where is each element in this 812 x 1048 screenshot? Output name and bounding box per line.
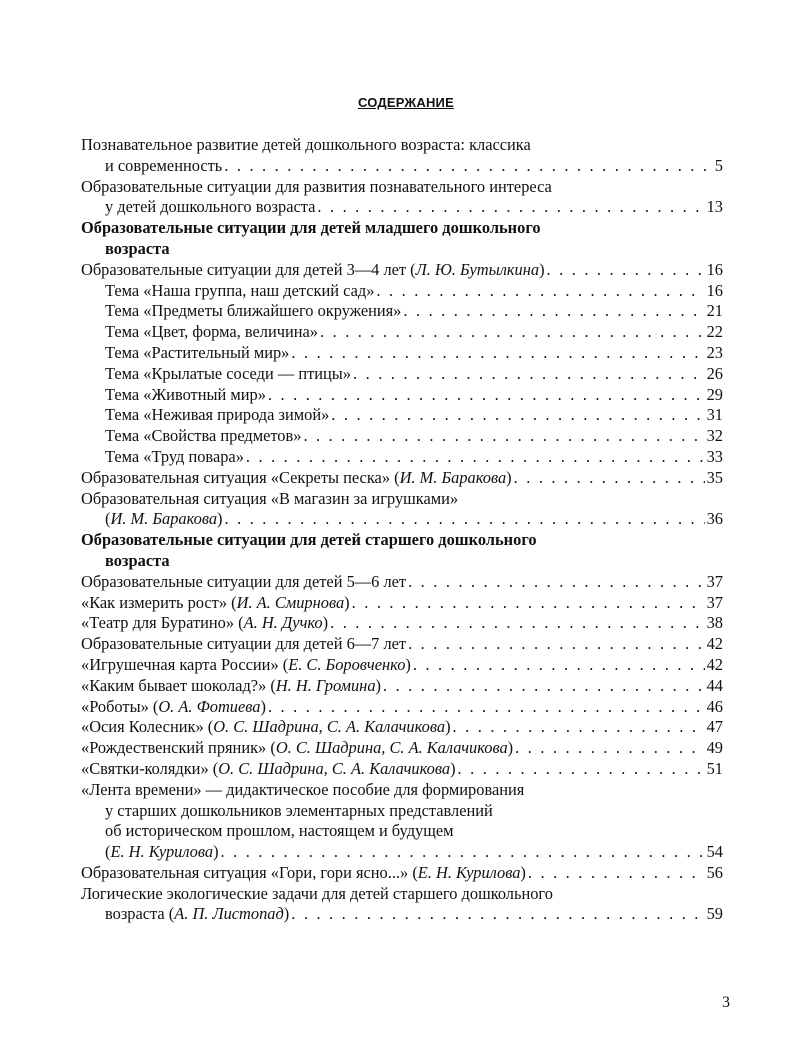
toc-entry-line: Образовательная ситуация «В магазин за игрушками» [81, 488, 459, 508]
toc-page-number: 36 [706, 509, 723, 529]
author-name: Е. С. Боровченко [288, 654, 406, 674]
toc-entry[interactable]: Тема «Растительный мир» . . . 23 [81, 343, 723, 364]
toc-section-heading: Образовательные ситуации для детей младшего дошкольного [81, 218, 541, 238]
author-name: О. А. Фотиева [158, 696, 261, 716]
toc-page-number: 56 [706, 862, 723, 882]
toc-entry[interactable]: «Роботы» ( О. А. Фотиева ) . . . 46 [81, 697, 723, 718]
toc-page-number: 16 [706, 259, 723, 279]
toc-entry-line: «Лента времени» — дидактическое пособие для формирования [81, 779, 525, 799]
toc-entry[interactable]: «Игрушечная карта России» ( Е. С. Боровченко ) . . . 42 [81, 655, 723, 676]
toc-entry[interactable]: «Святки-колядки» ( О. С. Шадрина, С. А. Калачикова ) . . . 51 [81, 759, 723, 780]
toc-entry[interactable]: и современность . . . 5 [81, 156, 723, 177]
toc-entry[interactable]: возраста ( А. П. Листопад ) . . . 59 [81, 904, 723, 925]
toc-entry[interactable]: Образовательные ситуации для детей 5—6 лет . . . 37 [81, 572, 723, 593]
toc-entry[interactable]: Образовательные ситуации для детей 3—4 лет ( Л. Ю. Бутылкина ) . . . 16 [81, 260, 723, 281]
toc-entry-line: у старших дошкольников элементарных представлений [105, 800, 493, 820]
toc-entry[interactable]: «Осия Колесник» ( О. С. Шадрина, С. А. Калачикова ) . . . 47 [81, 717, 723, 738]
toc-page-number: 5 [714, 155, 723, 175]
toc-entry[interactable]: Образовательная ситуация «Секреты песка» ( И. М. Баракова ) . . . 35 [81, 468, 723, 489]
toc-entry[interactable]: «Театр для Буратино» ( А. Н. Дучко ) . . . 38 [81, 613, 723, 634]
toc-section-heading: Образовательные ситуации для детей старшего дошкольного [81, 530, 537, 550]
toc-page-number: 33 [706, 446, 723, 466]
toc-page-number: 22 [706, 322, 723, 342]
toc-page-number: 31 [706, 405, 723, 425]
page-number: 3 [722, 994, 730, 1011]
author-name: О. С. Шадрина, С. А. Калачикова [218, 758, 451, 778]
author-name: Л. Ю. Бутылкина [415, 259, 540, 279]
toc-page-number: 42 [706, 634, 723, 654]
toc-page-number: 59 [706, 904, 723, 924]
toc-page-number: 47 [706, 717, 723, 737]
toc-entry[interactable]: ( И. М. Баракова ) . . . 36 [81, 509, 723, 530]
toc-page-number: 37 [706, 592, 723, 612]
toc-entry[interactable]: Образовательная ситуация «Гори, гори ясно...» ( Е. Н. Курилова ) . . . 56 [81, 863, 723, 884]
table-of-contents [81, 135, 723, 925]
toc-entry[interactable]: Тема «Цвет, форма, величина» . . . 22 [81, 322, 723, 343]
toc-entry-line: Образовательные ситуации для развития познавательного интереса [81, 176, 552, 196]
page-title: СОДЕРЖАНИЕ [358, 95, 454, 110]
toc-page-number: 32 [706, 426, 723, 446]
toc-page-number: 38 [706, 613, 723, 633]
toc-entry[interactable]: Тема «Труд повара» . . . 33 [81, 447, 723, 468]
author-name: А. Н. Дучко [243, 613, 323, 633]
toc-page-number: 44 [706, 675, 723, 695]
toc-page-number: 13 [706, 197, 723, 217]
toc-section-heading: возраста [105, 550, 170, 570]
toc-page-number: 23 [706, 342, 723, 362]
author-name: Н. Н. Громина [275, 675, 376, 695]
toc-entry[interactable]: Тема «Свойства предметов» . . . 32 [81, 426, 723, 447]
author-name: И. А. Смирнова [236, 592, 345, 612]
toc-entry[interactable]: ( Е. Н. Курилова ) . . . 54 [81, 842, 723, 863]
toc-page-number: 51 [706, 758, 723, 778]
toc-page-number: 21 [706, 301, 723, 321]
author-name: Е. Н. Курилова [417, 862, 521, 882]
toc-entry[interactable]: Тема «Животный мир» . . . 29 [81, 385, 723, 406]
toc-entry[interactable]: «Рождественский пряник» ( О. С. Шадрина, С. А. Калачикова ) . . . 49 [81, 738, 723, 759]
toc-entry[interactable]: Тема «Наша группа, наш детский сад» . . . 16 [81, 281, 723, 302]
author-name: И. М. Баракова [110, 509, 218, 529]
toc-entry-line: Познавательное развитие детей дошкольного возраста: классика [81, 135, 531, 154]
toc-entry[interactable]: Тема «Предметы ближайшего окружения» . . . 21 [81, 301, 723, 322]
toc-section-heading: возраста [105, 238, 170, 258]
toc-page-number: 49 [706, 738, 723, 758]
author-name: И. М. Баракова [399, 467, 507, 487]
author-name: А. П. Листопад [174, 904, 284, 924]
author-name: О. С. Шадрина, С. А. Калачикова [213, 717, 446, 737]
toc-entry[interactable]: Тема «Крылатые соседи — птицы» . . . 26 [81, 364, 723, 385]
toc-page-number: 16 [706, 280, 723, 300]
toc-page-number: 46 [706, 696, 723, 716]
toc-entry[interactable]: «Как измерить рост» ( И. А. Смирнова ) . . . 37 [81, 593, 723, 614]
toc-page-number: 42 [706, 654, 723, 674]
toc-entry-line: об историческом прошлом, настоящем и будущем [105, 821, 454, 841]
toc-page-number: 54 [706, 842, 723, 862]
author-name: О. С. Шадрина, С. А. Калачикова [275, 738, 508, 758]
toc-page-number: 35 [706, 467, 723, 487]
toc-entry[interactable]: Образовательные ситуации для детей 6—7 лет . . . 42 [81, 634, 723, 655]
toc-entry[interactable]: у детей дошкольного возраста . . . 13 [81, 197, 723, 218]
toc-entry-line: Логические экологические задачи для детей старшего дошкольного [81, 883, 553, 903]
toc-page-number: 29 [706, 384, 723, 404]
toc-page-number: 37 [706, 571, 723, 591]
toc-entry[interactable]: Тема «Неживая природа зимой» . . . 31 [81, 405, 723, 426]
toc-page-number: 26 [706, 363, 723, 383]
toc-entry[interactable]: «Каким бывает шоколад?» ( Н. Н. Громина ) . . . 44 [81, 676, 723, 697]
author-name: Е. Н. Курилова [110, 842, 214, 862]
